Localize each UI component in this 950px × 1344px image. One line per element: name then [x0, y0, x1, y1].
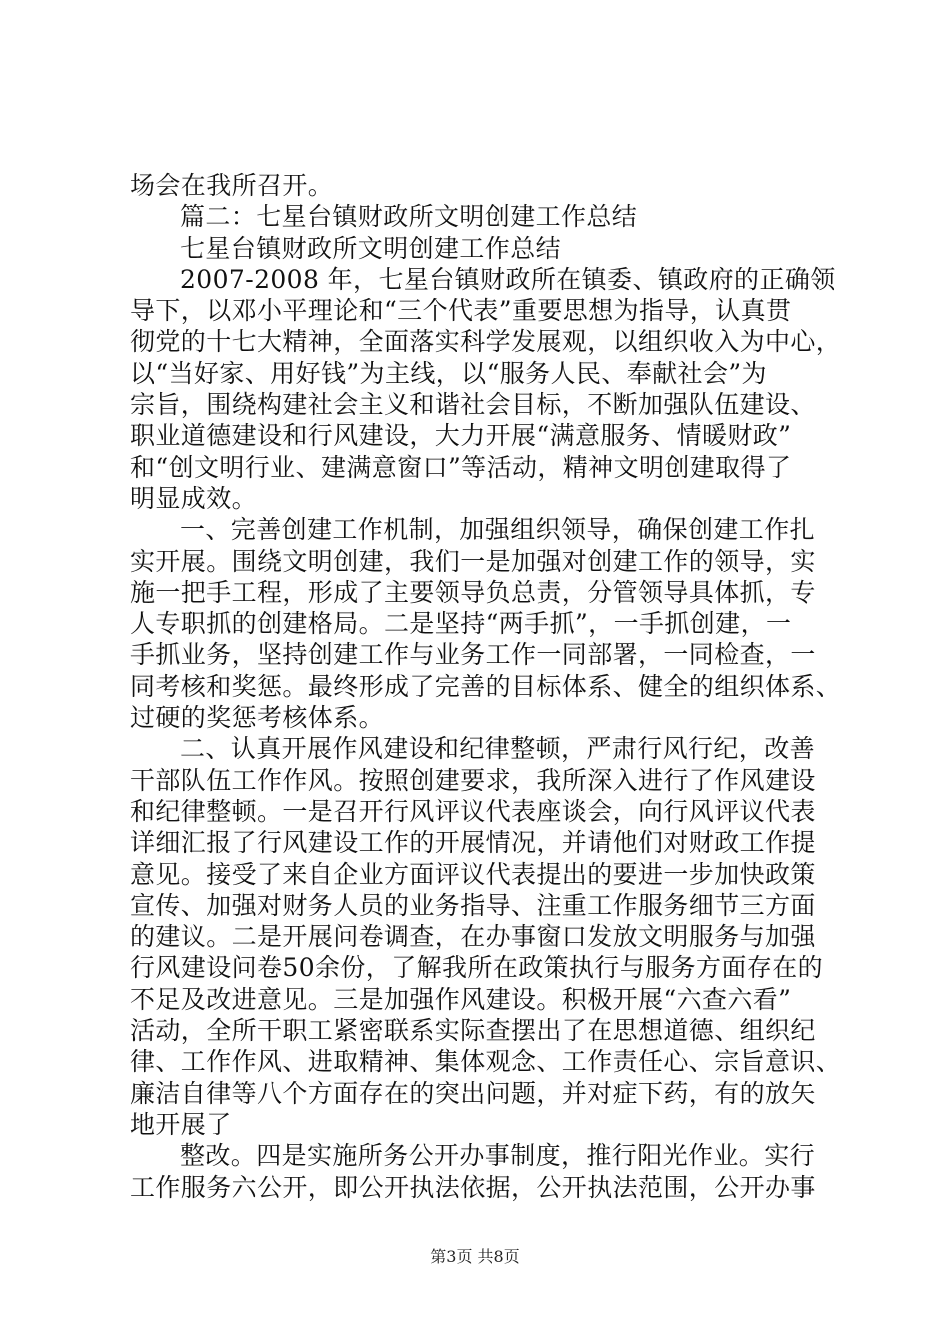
text-line: 和纪律整顿。一是召开行风评议代表座谈会，向行风评议代表 [130, 796, 816, 826]
text-line: 意见。接受了来自企业方面评议代表提出的要进一步加快政策 [130, 859, 816, 889]
page-number-footer: 第3页 共8页 [430, 1247, 520, 1266]
text-line: 职业道德建设和行风建设，大力开展“满意服务、情暖财政” [130, 421, 792, 451]
text-line: 七星台镇财政所文明创建工作总结 [180, 233, 562, 263]
text-line: 一、完善创建工作机制，加强组织领导，确保创建工作扎 [180, 515, 816, 545]
text-line: 明显成效。 [130, 483, 258, 513]
text-line: 宗旨，围绕构建社会主义和谐社会目标，不断加强队伍建设、 [130, 390, 816, 420]
text-line: 同考核和奖惩。最终形成了完善的目标体系、健全的组织体系、 [130, 671, 842, 701]
text-line: 详细汇报了行风建设工作的开展情况，并请他们对财政工作提 [130, 828, 816, 858]
text-line: 实开展。围绕文明创建，我们一是加强对创建工作的领导，实 [130, 546, 816, 576]
text-line: 的建议。二是开展问卷调查，在办事窗口发放文明服务与加强 [130, 922, 816, 952]
text-line: 二、认真开展作风建设和纪律整顿，严肃行风行纪，改善 [180, 734, 816, 764]
text-line: 人专职抓的创建格局。二是坚持“两手抓”，一手抓创建，一 [130, 609, 792, 639]
text-line: 以“当好家、用好钱”为主线，以“服务人民、奉献社会”为 [130, 358, 767, 388]
text-line: 手抓业务，坚持创建工作与业务工作一同部署，一同检查，一 [130, 640, 816, 670]
text-line: 施一把手工程，形成了主要领导负总责，分管领导具体抓，专 [130, 577, 816, 607]
text-line: 工作服务六公开，即公开执法依据，公开执法范围，公开办事 [130, 1172, 816, 1202]
text-line: 律、工作作风、进取精神、集体观念、工作责任心、宗旨意识、 [130, 1047, 842, 1077]
text-line: 场会在我所召开。 [130, 171, 334, 200]
text-line: 2007-2008 年，七星台镇财政所在镇委、镇政府的正确领 [180, 264, 836, 294]
text-line: 过硬的奖惩考核体系。 [130, 703, 385, 733]
text-line: 宣传、加强对财务人员的业务指导、注重工作服务细节三方面 [130, 890, 816, 920]
text-line: 篇二：七星台镇财政所文明创建工作总结 [180, 202, 638, 232]
text-line: 导下，以邓小平理论和“三个代表”重要思想为指导，认真贯 [130, 296, 792, 326]
text-line: 活动，全所干职工紧密联系实际查摆出了在思想道德、组织纪 [130, 1016, 816, 1046]
text-line: 廉洁自律等八个方面存在的突出问题，并对症下药，有的放矢 [130, 1078, 816, 1108]
text-line: 干部队伍工作作风。按照创建要求，我所深入进行了作风建设 [130, 765, 816, 795]
text-line: 不足及改进意见。三是加强作风建设。积极开展“六查六看” [130, 984, 792, 1014]
text-line: 地开展了 [130, 1109, 232, 1139]
text-line: 整改。四是实施所务公开办事制度，推行阳光作业。实行 [180, 1141, 816, 1171]
text-line: 和“创文明行业、建满意窗口”等活动，精神文明创建取得了 [130, 452, 792, 482]
text-line: 彻党的十七大精神，全面落实科学发展观，以组织收入为中心， [130, 327, 842, 357]
text-line: 行风建设问卷50余份，了解我所在政策执行与服务方面存在的 [130, 953, 824, 983]
document-body [130, 170, 845, 1203]
